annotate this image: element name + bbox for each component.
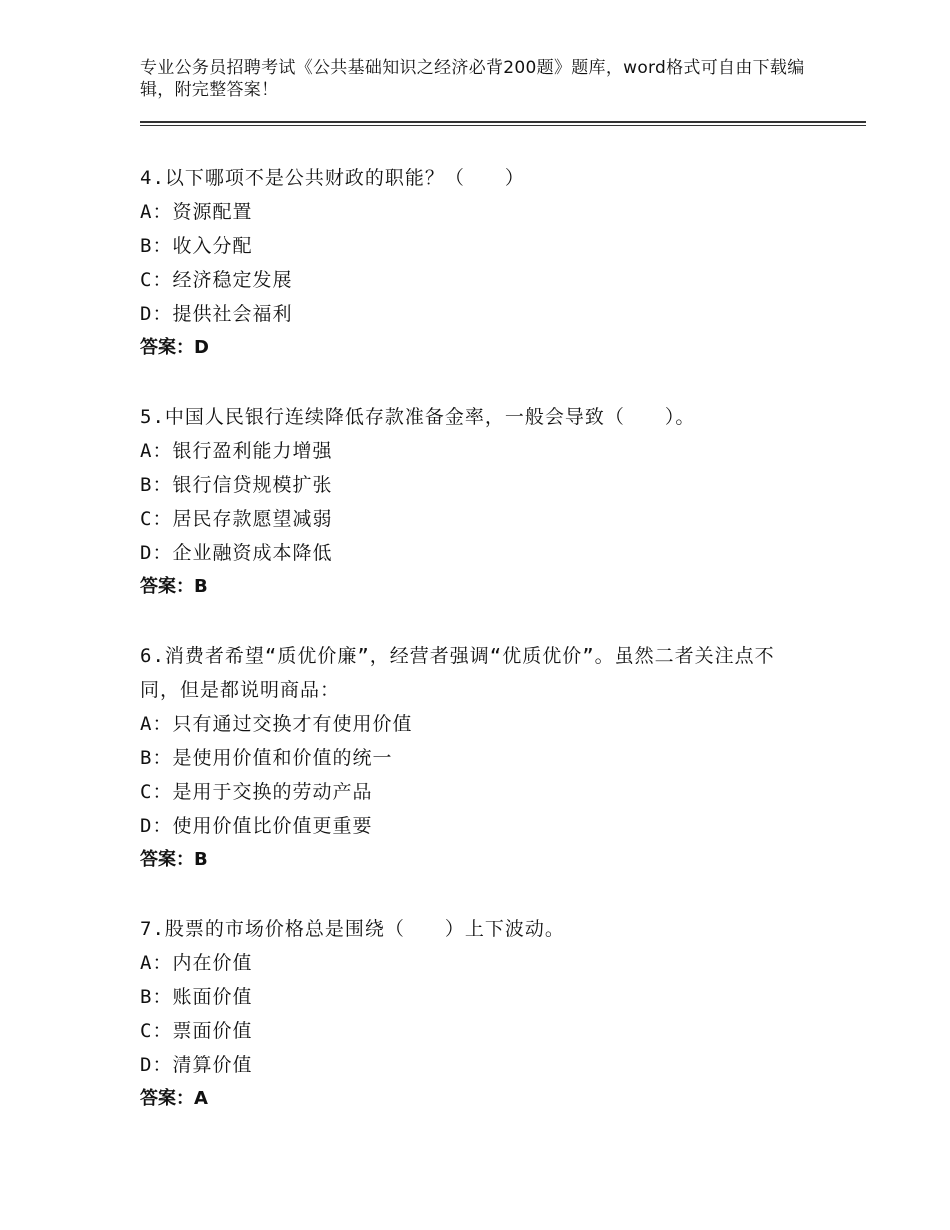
option-a: A：内在价值 — [140, 952, 253, 974]
option-b: B：银行信贷规模扩张 — [140, 474, 333, 496]
header-rule-thin — [140, 125, 866, 126]
question-5 — [140, 400, 820, 604]
answer-label: 答案：B — [140, 576, 208, 597]
option-c: C：居民存款愿望减弱 — [140, 508, 333, 530]
option-a: A：只有通过交换才有使用价值 — [140, 713, 413, 735]
option-b: B：账面价值 — [140, 986, 253, 1008]
option-d: D：使用价值比价值更重要 — [140, 815, 373, 837]
question-stem: 5.中国人民银行连续降低存款准备金率，一般会导致（ ）。 — [140, 406, 696, 428]
document-header: 专业公务员招聘考试《公共基础知识之经济必背200题》题库，word格式可自由下载编辑，附完整答案！ — [140, 58, 805, 100]
option-a: A：银行盈利能力增强 — [140, 440, 333, 462]
option-c: C：票面价值 — [140, 1020, 253, 1042]
option-c: C：是用于交换的劳动产品 — [140, 781, 373, 803]
question-stem: 7.股票的市场价格总是围绕（ ）上下波动。 — [140, 918, 565, 940]
header-rule-thick — [140, 121, 866, 123]
option-b: B：收入分配 — [140, 235, 253, 257]
question-6 — [140, 639, 820, 877]
option-a: A：资源配置 — [140, 201, 253, 223]
option-b: B：是使用价值和价值的统一 — [140, 747, 393, 769]
answer-label: 答案：B — [140, 849, 208, 870]
question-stem: 6.消费者希望“质优价廉”，经营者强调“优质优价”。虽然二者关注点不同，但是都说明商品： — [140, 645, 775, 701]
question-4 — [140, 161, 820, 365]
answer-label: 答案：D — [140, 337, 209, 358]
question-7 — [140, 912, 820, 1116]
answer-label: 答案：A — [140, 1088, 208, 1109]
option-d: D：清算价值 — [140, 1054, 253, 1076]
option-d: D：提供社会福利 — [140, 303, 293, 325]
option-c: C：经济稳定发展 — [140, 269, 293, 291]
option-d: D：企业融资成本降低 — [140, 542, 333, 564]
question-stem: 4.以下哪项不是公共财政的职能？（ ） — [140, 167, 525, 189]
